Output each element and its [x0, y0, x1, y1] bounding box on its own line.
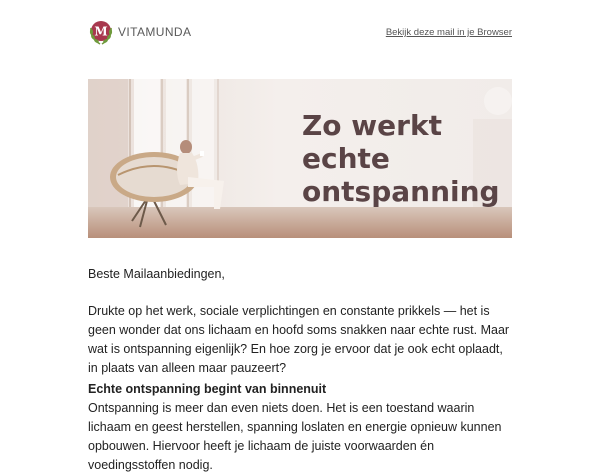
brand-logo[interactable] [88, 18, 191, 46]
section-paragraph: Ontspanning is meer dan even niets doen. Het is een toestand waarin lichaam en geest herstellen, spanning loslaten en energie opnieuw kunnen opbouwen. Hiervoor heeft je lichaam de juiste voorwaarden én voedingsstoffen nodig. [88, 401, 502, 472]
email-body [88, 265, 512, 475]
brand-name: VITAMUNDA [118, 25, 192, 39]
laurel-logo-icon [88, 18, 114, 46]
email-header [88, 18, 512, 48]
hero-title [302, 109, 500, 208]
svg-text:M: M [94, 24, 108, 39]
hero-title-line: ontspanning [302, 175, 500, 208]
hero-title-line: echte [302, 142, 390, 175]
hero-title-line: Zo werkt [302, 109, 442, 142]
view-in-browser-link[interactable]: Bekijk deze mail in je Browser [385, 27, 512, 38]
hero-banner[interactable] [88, 79, 512, 238]
section-heading: Echte ontspanning begint van binnenuit [88, 382, 327, 396]
greeting: Beste Mailaanbiedingen, [88, 267, 225, 281]
intro-paragraph: Drukte op het werk, sociale verplichtingen en constante prikkels — het is geen wonder dat ons lichaam en hoofd soms snakken naar echte rust. Maar wat is ontspanning eigenlijk? En hoe zorg je ervoor dat je ook echt oplaadt, in plaats van alleen maar pauzeert? [88, 304, 510, 375]
